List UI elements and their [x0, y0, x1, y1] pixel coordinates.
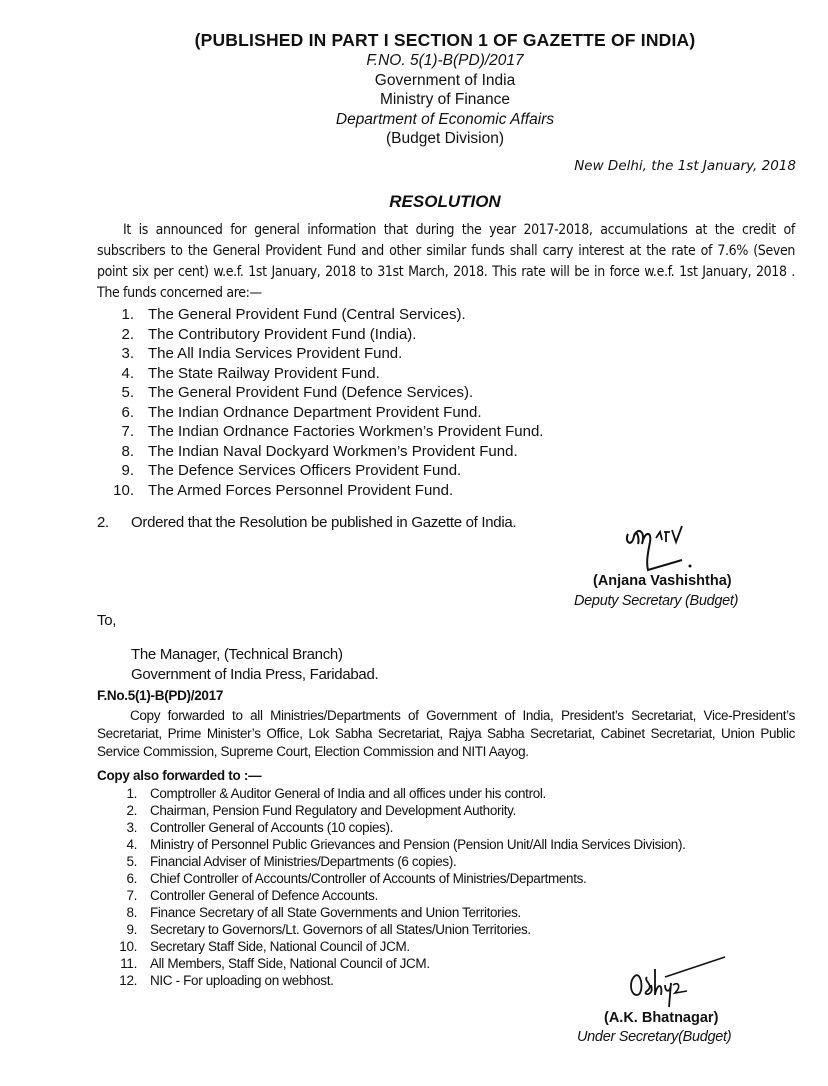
list-item [100, 921, 686, 938]
government-name: Government of India [374, 71, 516, 89]
item-number: 9. [121, 462, 134, 479]
signatory2-name: (A.K. Bhatnagar) [604, 1010, 719, 1026]
list-item [100, 305, 543, 325]
item-number: 3. [121, 345, 134, 362]
list-item [100, 364, 543, 384]
list-item [100, 904, 686, 921]
item-text: Ministry of Personnel Public Grievances and Pension (Pension Unit/All India Services Division). [150, 837, 686, 852]
item-number: 7. [126, 888, 137, 903]
list-item [100, 442, 543, 462]
list-item [100, 836, 686, 853]
file-number: F.NO. 5(1)-B(PD)/2017 [366, 52, 524, 69]
addressee [131, 645, 378, 684]
item-number: 3. [126, 820, 137, 835]
item-text: The All India Services Provident Fund. [148, 345, 403, 362]
intro-text: It is announced for general information that during the year 2017-2018, accumulations at the credit of subscribers to the General Provident Fund and other similar funds shall carry interest at the rate of 7.6% (Seven point six per cent) w.e.f. 1st January, 2018 to 31st March, 2018. This rate will be in force w.e.f. 1st January, 2018 . The funds concerned are:— [97, 222, 795, 301]
signature-icon [625, 955, 735, 1010]
item-text: The Defence Services Officers Provident Fund. [148, 462, 462, 479]
list-item [100, 481, 543, 501]
item-number: 6. [126, 871, 137, 886]
funds-list [100, 305, 543, 500]
ordered-text: Ordered that the Resolution be published in Gazette of India. [131, 514, 517, 531]
item-text: Secretary to Governors/Lt. Governors of all States/Union Territories. [150, 922, 531, 937]
division-name: (Budget Division) [385, 130, 505, 147]
ministry-name: Ministry of Finance [379, 91, 511, 108]
item-number: 10. [113, 481, 134, 499]
list-item [100, 819, 686, 836]
item-number: 11. [120, 956, 137, 971]
list-item [100, 972, 686, 989]
item-text: Controller General of Defence Accounts. [150, 888, 378, 903]
item-text: The Indian Ordnance Factories Workmen’s Provident Fund. [148, 423, 544, 440]
list-item [100, 938, 686, 955]
signatory1-name: (Anjana Vashishtha) [593, 573, 732, 589]
list-item [100, 422, 543, 442]
recipients-list [100, 785, 686, 989]
item-text: All Members, Staff Side, National Council of JCM. [150, 956, 430, 971]
item-text: Finance Secretary of all State Governments and Union Territories. [150, 905, 521, 920]
copy-paragraph [97, 707, 795, 761]
item-number: 4. [121, 364, 134, 382]
document-header [0, 51, 828, 149]
item-number: 5. [126, 854, 137, 869]
item-text: NIC - For uploading on webhost. [150, 973, 334, 988]
item-number: 7. [121, 423, 134, 440]
item-text: Financial Adviser of Ministries/Departments (6 copies). [150, 854, 457, 869]
item-text: The General Provident Fund (Central Services). [148, 306, 466, 323]
item-text: The General Provident Fund (Defence Services). [148, 384, 474, 401]
list-item [100, 785, 686, 802]
item-number: 1. [126, 786, 137, 801]
department-name: Department of Economic Affairs [335, 110, 555, 128]
list-item [100, 870, 686, 887]
item-number: 8. [121, 442, 134, 460]
item-text: The Armed Forces Personnel Provident Fund. [148, 481, 454, 499]
item-number: 1. [121, 306, 134, 323]
item-text: The Indian Naval Dockyard Workmen’s Provident Fund. [148, 442, 518, 460]
list-item [100, 802, 686, 819]
item-number: 2. [121, 325, 134, 343]
item-number: 5. [121, 384, 134, 401]
item-number: 2. [126, 803, 137, 818]
list-item [100, 383, 543, 403]
item-number: 8. [126, 905, 137, 920]
item-number: 12. [119, 973, 137, 988]
item-number: 6. [121, 403, 134, 421]
item-text: The Contributory Provident Fund (India). [148, 325, 417, 343]
item-number: 10. [119, 939, 137, 954]
list-item [100, 853, 686, 870]
item-text: Chief Controller of Accounts/Controller of Accounts of Ministries/Departments. [150, 871, 587, 886]
list-item [100, 325, 543, 345]
list-item [100, 403, 543, 423]
date-line: New Delhi, the 1st January, 2018 [574, 158, 796, 174]
item-text: Chairman, Pension Fund Regulatory and Development Authority. [150, 803, 516, 818]
copy-paragraph-text: Copy forwarded to all Ministries/Departments of Government of India, President’s Secretariat, Vice-President’s Secretariat, Prime Minister’s Office, Lok Sabha Secretariat, Rajya Sabha Secretariat, Cabinet Secretariat, Union Public Service Commission, Supreme Court, Election Commission and NITI Aayog. [97, 708, 795, 759]
item-number: 4. [126, 837, 137, 852]
list-item [100, 344, 543, 364]
item-text: Controller General of Accounts (10 copies). [150, 820, 394, 835]
ordered-paragraph [97, 514, 516, 531]
list-item [100, 955, 686, 972]
item-number: 9. [126, 922, 137, 937]
addressee-line1: The Manager, (Technical Branch) [131, 646, 343, 663]
signatory1-designation: Deputy Secretary (Budget) [574, 593, 739, 609]
signature-icon [622, 522, 712, 577]
item-text: Comptroller & Auditor General of India and all offices under his control. [150, 786, 546, 801]
copy-also-label: Copy also forwarded to :— [97, 768, 262, 783]
list-item [100, 461, 543, 481]
addressee-line2: Government of India Press, Faridabad. [131, 665, 379, 683]
item-text: The State Railway Provident Fund. [148, 364, 380, 382]
resolution-title: RESOLUTION [389, 192, 501, 211]
item-text: Secretary Staff Side, National Council of JCM. [150, 939, 410, 954]
publication-note: (PUBLISHED IN PART I SECTION 1 OF GAZETTE OF INDIA) [194, 30, 696, 50]
item-text: The Indian Ordnance Department Provident Fund. [148, 403, 482, 421]
signatory2-designation: Under Secretary(Budget) [577, 1029, 732, 1045]
intro-paragraph [97, 220, 795, 304]
paragraph-number: 2. [97, 514, 109, 531]
list-item [100, 887, 686, 904]
copy-file-number: F.No.5(1)-B(PD)/2017 [97, 688, 224, 703]
to-label: To, [97, 612, 117, 629]
